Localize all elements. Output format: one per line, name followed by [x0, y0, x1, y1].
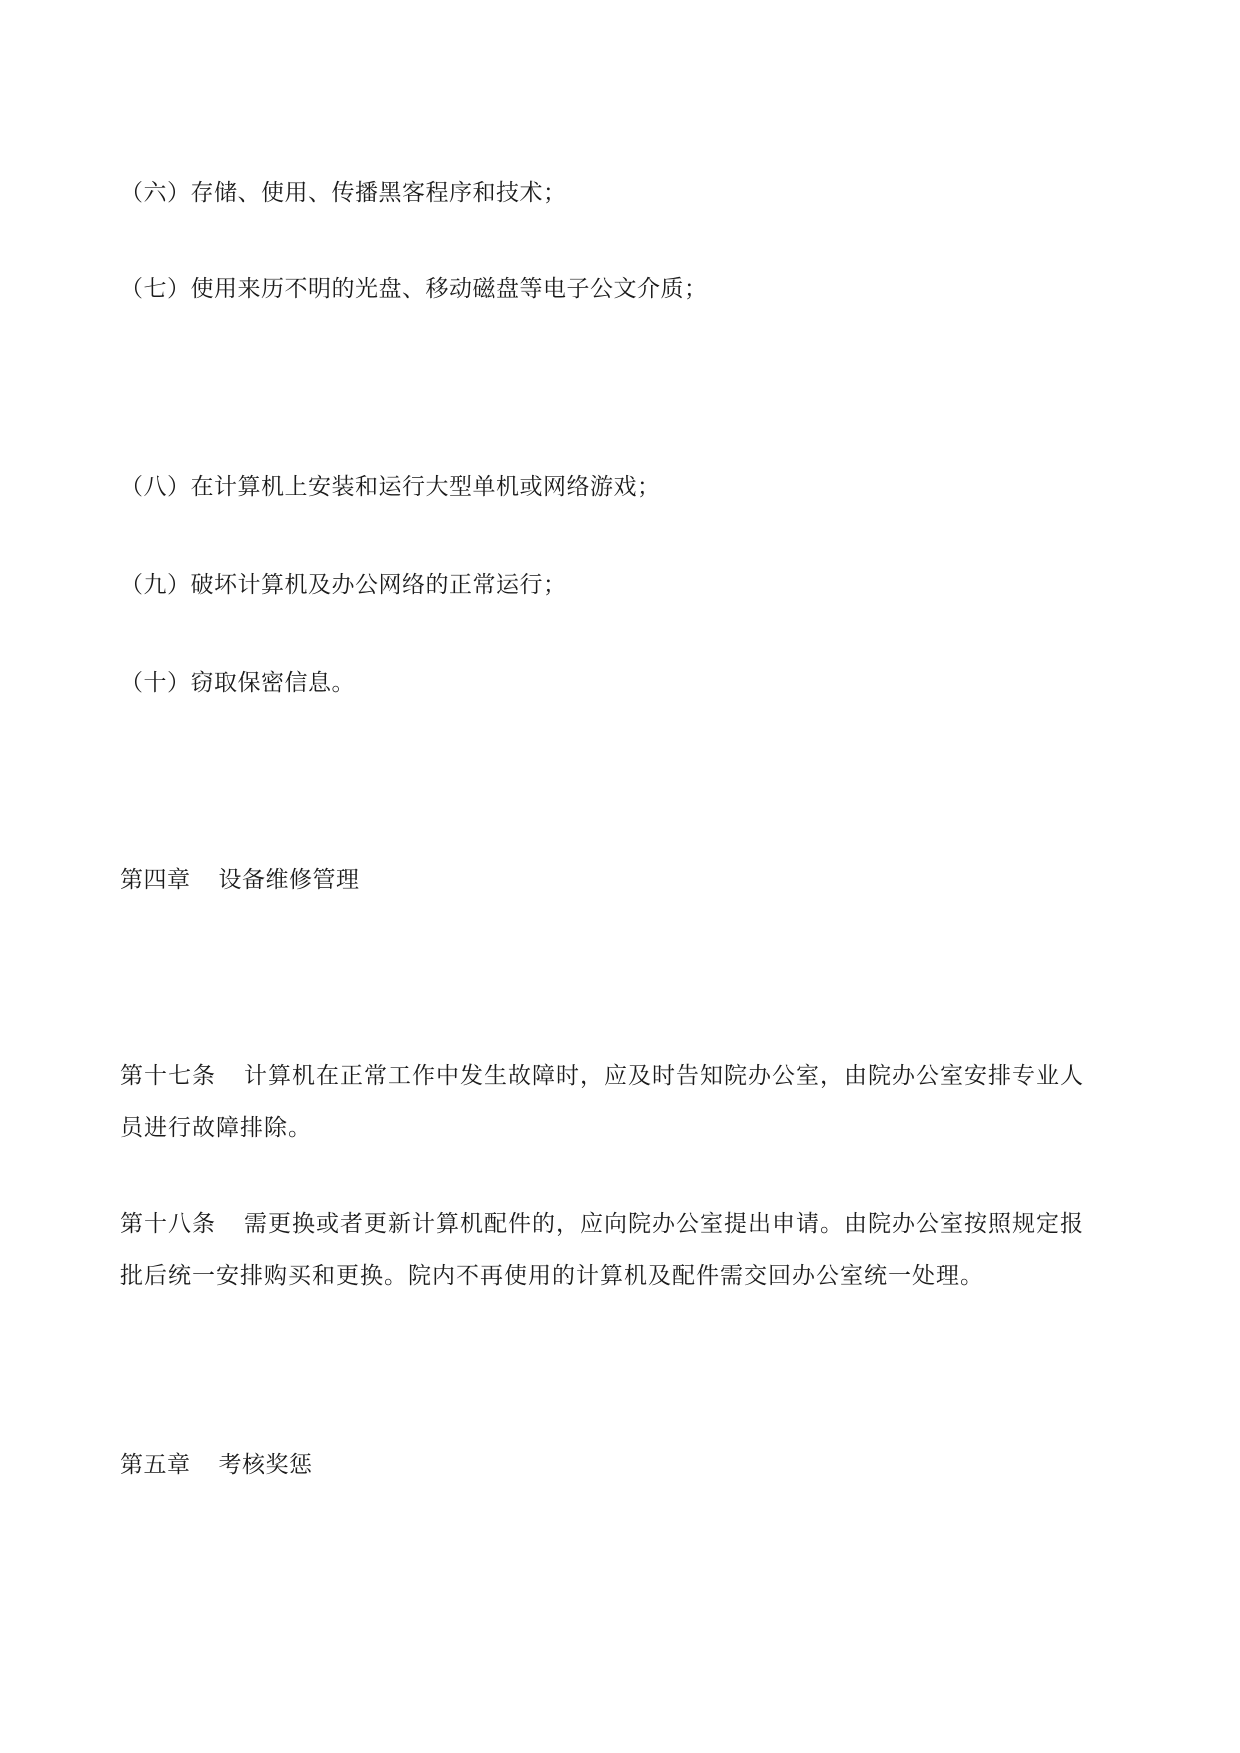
chapter-4-heading [120, 865, 360, 895]
list-item-10: （十）窃取保密信息。 [120, 670, 355, 696]
chapter-5-title: 考核奖惩 [218, 1452, 313, 1478]
chapter-5-heading [120, 1450, 313, 1480]
list-item-6: （六）存储、使用、传播黑客程序和技术； [120, 180, 567, 206]
chapter-5-number: 第五章 [120, 1452, 191, 1478]
article-17 [120, 1050, 1130, 1154]
article-18-line2: 批后统一安排购买和更换。院内不再使用的计算机及配件需交回办公室统一处理。 [120, 1263, 984, 1289]
article-17-number: 第十七条 [120, 1063, 216, 1089]
list-item-8: （八）在计算机上安装和运行大型单机或网络游戏； [120, 474, 661, 500]
chapter-4-number: 第四章 [120, 867, 191, 893]
list-item-9: （九）破坏计算机及办公网络的正常运行； [120, 572, 567, 598]
chapter-4-title: 设备维修管理 [218, 867, 360, 893]
list-item-7: （七）使用来历不明的光盘、移动磁盘等电子公文介质； [120, 276, 708, 302]
article-17-line1: 计算机在正常工作中发生故障时，应及时告知院办公室，由院办公室安排专业人 [244, 1063, 1084, 1089]
article-18-line1: 需更换或者更新计算机配件的，应向院办公室提出申请。由院办公室按照规定报 [244, 1211, 1084, 1237]
article-18 [120, 1198, 1130, 1302]
article-18-number: 第十八条 [120, 1211, 216, 1237]
article-17-line2: 员进行故障排除。 [120, 1115, 312, 1141]
